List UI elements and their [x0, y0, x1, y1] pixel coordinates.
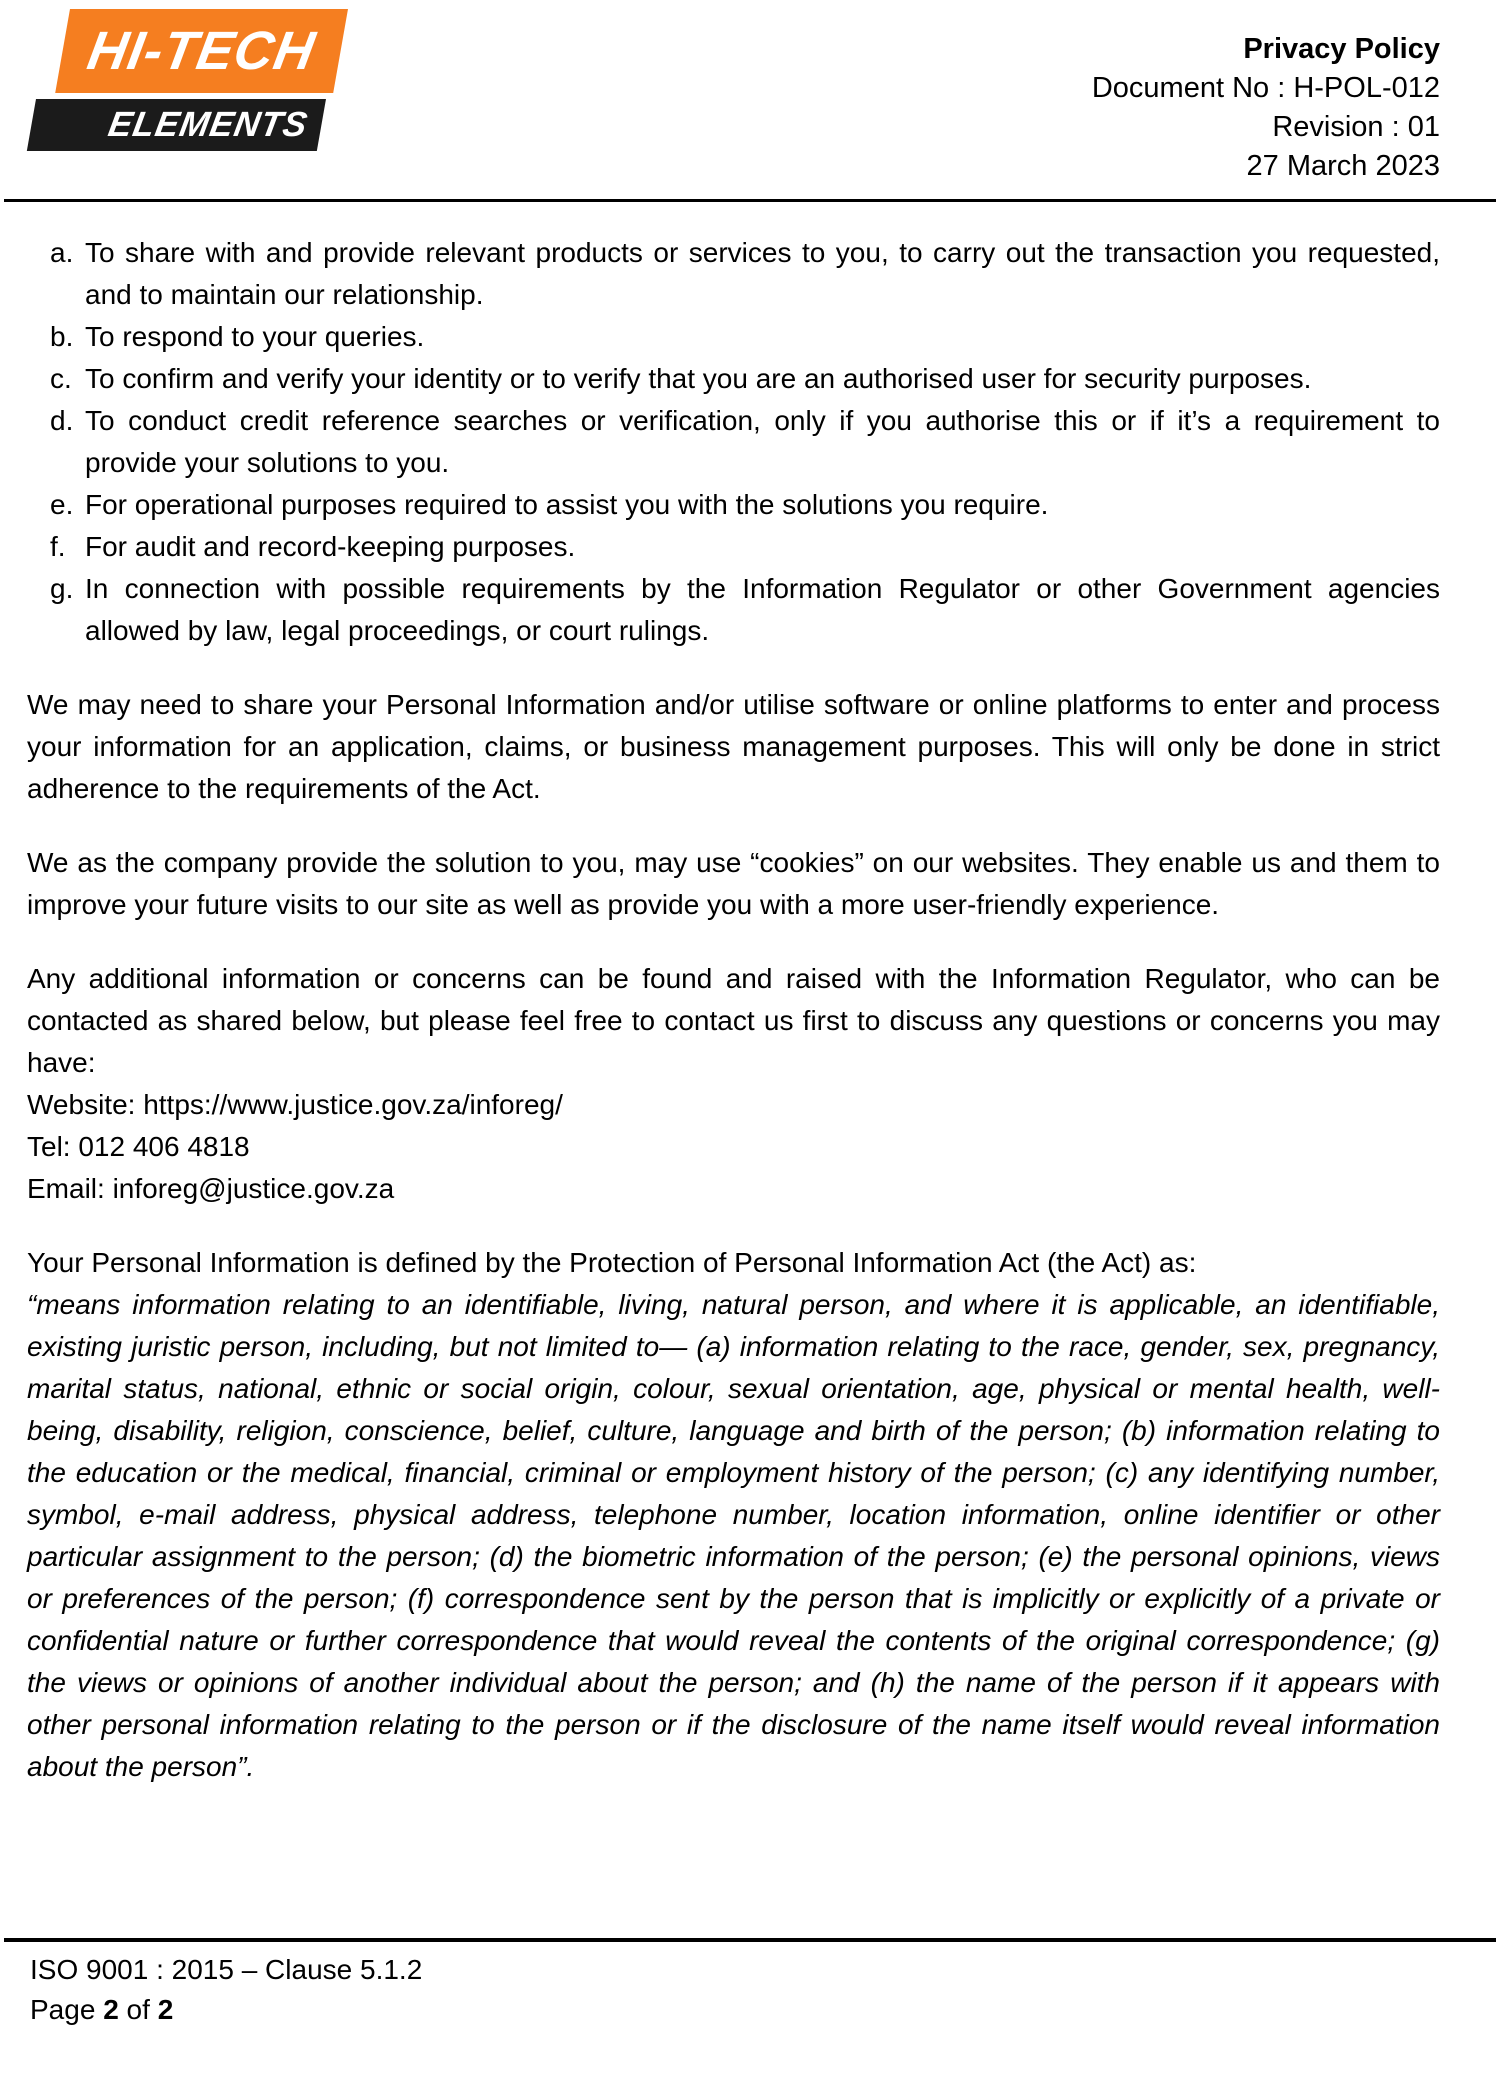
document-number: Document No : H-POL-012: [1091, 72, 1440, 104]
page-title: Privacy Policy: [1243, 33, 1440, 65]
purpose-list: [27, 232, 1440, 652]
list-item: [27, 316, 1440, 358]
list-item-text: To conduct credit reference searches or verification, only if you authorise this or if it’s a requirement to provide your solutions to you.: [85, 405, 1440, 478]
definition-intro: Your Personal Information is defined by the Protection of Personal Information Act (the Act) as:: [27, 1247, 1197, 1278]
list-item: [27, 358, 1440, 400]
list-marker: c.: [50, 363, 72, 394]
list-item: [27, 400, 1440, 484]
list-marker: d.: [50, 405, 74, 436]
paragraph-regulator: Any additional information or concerns can be found and raised with the Information Regulator, who can be contacted as shared below, but please feel free to contact us first to discuss any questions or concerns you may have:: [27, 963, 1440, 1078]
paragraph-share-info: We may need to share your Personal Information and/or utilise software or online platforms to enter and process your information for an application, claims, or business management purposes. This will only be done in strict adherence to the requirements of the Act.: [27, 689, 1440, 804]
document-body: [27, 232, 1440, 1788]
list-marker: b.: [50, 321, 74, 352]
list-item: [27, 232, 1440, 316]
logo-text-elements: ELEMENTS: [105, 105, 311, 144]
list-item-text: For operational purposes required to assist you with the solutions you require.: [85, 489, 1049, 520]
list-item-text: To share with and provide relevant products or services to you, to carry out the transaction you requested, and to maintain our relationship.: [85, 237, 1440, 310]
definition-quote: “means information relating to an identifiable, living, natural person, and where it is applicable, an identifiable, existing juristic person, including, but not limited to— (a) information relating to the race, gender, sex, pregnancy, marital status, national, ethnic or social origin, colour, sexual orientation, age, physical or mental health, well-being, disability, religion, conscience, belief, culture, language and birth of the person; (b) information relating to the education or the medical, financial, criminal or employment history of the person; (c) any identifying number, symbol, e-mail address, physical address, telephone number, location information, online identifier or other particular assignment to the person; (d) the biometric information of the person; (e) the personal opinions, views or preferences of the person; (f) correspondence sent by the person that is implicitly or explicitly of a private or confidential nature or further correspondence that would reveal the contents of the original correspondence; (g) the views or opinions of another individual about the person; and (h) the name of the person if it appears with other personal information relating to the person or if the disclosure of the name itself would reveal information about the person”.: [27, 1289, 1440, 1782]
page-label: Page: [30, 1994, 96, 2025]
regulator-telephone: Tel: 012 406 4818: [27, 1131, 250, 1162]
page-number: 2: [103, 1994, 119, 2025]
regulator-email: Email: inforeg@justice.gov.za: [27, 1173, 395, 1204]
list-item: [27, 526, 1440, 568]
list-item-text: To respond to your queries.: [85, 321, 425, 352]
header-meta: [1092, 30, 1440, 186]
list-marker: e.: [50, 489, 74, 520]
page-footer: [30, 1950, 422, 2030]
regulator-website: Website: https://www.justice.gov.za/inforeg/: [27, 1089, 563, 1120]
page-indicator: [30, 1990, 422, 2030]
regulator-section: [27, 958, 1440, 1210]
hitech-elements-logo: [0, 0, 420, 160]
list-item: [27, 484, 1440, 526]
header-divider: [4, 199, 1496, 202]
logo-text-hitech: HI-TECH: [83, 21, 320, 81]
list-marker: a.: [50, 237, 74, 268]
logo-black-band: [27, 99, 326, 151]
iso-clause: ISO 9001 : 2015 – Clause 5.1.2: [30, 1954, 423, 1985]
logo-orange-band: [55, 9, 348, 93]
list-marker: g.: [50, 573, 74, 604]
footer-divider: [4, 1938, 1496, 1942]
list-marker: f.: [50, 531, 66, 562]
page-total: 2: [157, 1994, 174, 2025]
definition-section: [27, 1242, 1440, 1788]
list-item: [27, 568, 1440, 652]
list-item-text: For audit and record-keeping purposes.: [85, 531, 576, 562]
paragraph-cookies: We as the company provide the solution to you, may use “cookies” on our websites. They enable us and them to improve your future visits to our site as well as provide you with a more user-friendly experience.: [27, 847, 1440, 920]
list-item-text: To confirm and verify your identity or to verify that you are an authorised user for security purposes.: [85, 363, 1312, 394]
document-date: 27 March 2023: [1246, 150, 1440, 182]
page-of-label: of: [126, 1994, 150, 2025]
revision-number: Revision : 01: [1272, 111, 1440, 143]
list-item-text: In connection with possible requirements by the Information Regulator or other Government agencies allowed by law, legal proceedings, or court rulings.: [85, 573, 1440, 646]
